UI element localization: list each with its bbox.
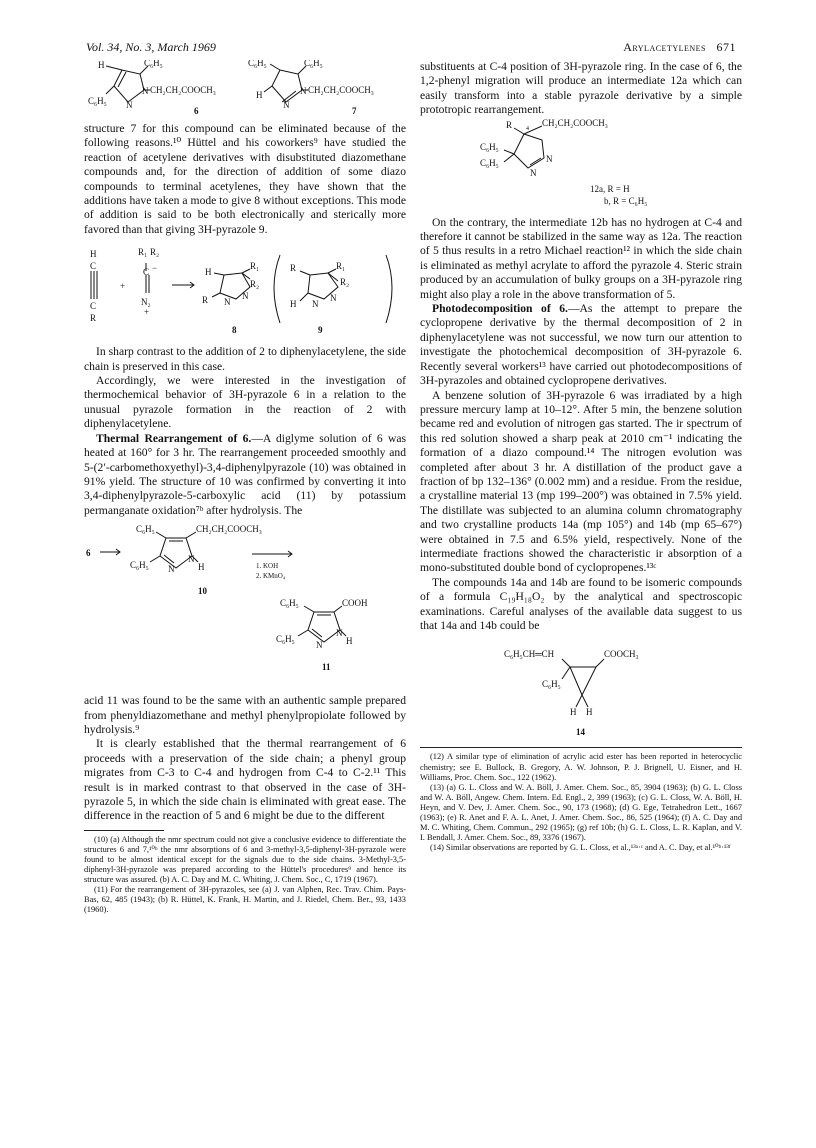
acetylene-c1: C [90,261,97,272]
page-number: 671 [716,40,736,54]
s6-n1: N [142,86,149,96]
s11-cooh: COOH [342,598,368,609]
section-heading-thermal: Thermal Rearrangement of 6. [96,431,252,445]
right-paragraph-3-text: —As the attempt to prepare the cyclopropene derivative by the thermal decomposition of 2 in diphenylacetylene was not successful, we now turn our attention to investigate the photochemical decomposition of 3H-pyrazole 6. Recently several workers¹³ have carried out photodecompositions of 3H-pyrazoles and obtained cyclopropene derivatives. [420,302,742,388]
s14-label: 14 [576,727,585,738]
s9-n1: N [330,293,337,304]
s7-h: H [256,90,263,100]
running-header [86,40,736,58]
s10-chain: CH₂CH₂COOCH₃ [196,524,262,535]
s11-ph-top: C₆H₅ [280,598,299,609]
s12-label-a: 12a, R = H [590,183,630,194]
right-paragraph-4: A benzene solution of 3H-pyrazole 6 was irradiated by a high pressure mercury lamp at 10–12°. After 5 min, the benzene solution became red and evolution of nitrogen gas started. The ir spectrum of this red solution showed a sharp peak at 2010 cm⁻¹ indicating the formation of a diazo compound.¹⁴ The nitrogen evolution was completed after about 3 hr. A distillation of the product gave a fraction of bp 132–136° (0.002 mm) and a residue. From the residue, a crystalline material 13 (mp 199–200°) was obtained in 7.5% yield. The distillate was subjected to an alumina column chromatography and two crystalline products 14a (mp 105°) and 14b (mp 65–67°) were obtained in 7.5 and 6.5% yield, respectively. None of the intermediate fractions showed the characteristic ir absorption of a mono-substituted double bond of cyclopropenes.¹³ᶜ [420,388,742,575]
s7-ph-right: C₆H₅ [304,60,323,68]
acetylene-c2: C [90,301,97,312]
s11-ph-bottom: C₆H₅ [276,634,295,645]
s10-label: 10 [198,586,207,597]
s8-r2: R₂ [250,279,260,290]
right-paragraph-1: substituents at C-4 position of 3H-pyrazole ring. In the case of 6, the 1,2-phenyl migration will produce an intermediate 12a which can easily transform into a stable pyrazole derivative by a simple prototropic rearrangement. [420,60,742,117]
s8-r: R [202,295,209,306]
right-paragraph-3 [420,302,742,388]
s12-chain: CH₂CH₂COOCH₃ [542,117,608,128]
s10-h: H [198,562,205,573]
left-paragraph-2: In sharp contrast to the addition of 2 to diphenylacetylene, the side chain is preserved in this case. [84,345,406,373]
s12-n2: N [530,167,537,178]
s14-ph: C₆H₅ [542,679,561,690]
step-kmno4: 2. KMnO₄ [256,572,286,581]
s7-label: 7 [352,106,357,116]
diazo-c: C [143,267,150,278]
journal-issue: Vol. 34, No. 3, March 1969 [86,40,216,54]
s6-ph-bottom: C₆H₅ [88,96,107,106]
footnote-14: (14) Similar observations are reported by G. L. Closs, et al.,¹³ᵃ·ᶜ and A. C. Day, et al.¹⁰ᵇ·¹³ᶠ [430,843,731,853]
structure-12 [420,118,742,210]
s12-n1: N [546,153,553,164]
s8-h: H [205,267,212,278]
left-paragraph-6: It is clearly established that the thermal rearrangement of 6 proceeds with a preservation of the side chain; a phenyl group migrates from C-3 to C-4 and hydrogen from C-4 to C-2.¹¹ This result is in marked contrast to that observed in the case of 3H-pyrazole 5, in which the side chain is eliminated with great ease. The difference in the reaction of 5 and 6 might be due to the different [84,737,406,823]
s11-label: 11 [322,662,331,673]
s7-n1: N [300,86,307,96]
s12-ph1: C₆H₅ [480,141,499,152]
left-column [84,60,406,1120]
s10-ph-bottom: C₆H₅ [130,560,149,571]
s6-label: 6 [194,106,199,116]
plus-sign: + [120,281,126,292]
s12-r: R [506,119,513,130]
s8-r1: R₁ [250,261,260,272]
s12-label-b: b, R = C₆H₅ [604,195,648,206]
s11-h: H [346,636,353,647]
footnote-12: (12) A similar type of elimination of acrylic acid ester has been reported in heterocyclic chemistry; see E. Bullock, B. Gregory, A. W. Johnson, P. J. Brignell, U. Eisner, and H. Williams, Proc. Chem. Soc., 122 (1962). [420,752,742,782]
s14-h2: H [586,707,593,718]
s6-ph-top: C₆H₅ [144,60,163,68]
s9-n2: N [312,299,319,310]
footnote-11: (11) For the rearrangement of 3H-pyrazoles, see (a) J. van Alphen, Rec. Trav. Chim. Pays-Bas, 62, 485 (1943); (b) R. Hüttel, K. Frank, H. Martin, and J. Riedel, Chem. Ber., 93, 1433 (1960). [84,885,406,915]
diazo-n2: N₂ [141,297,151,308]
footnote-10: (10) (a) Although the nmr spectrum could not give a conclusive evidence to differentiate the structures 6 and 7,¹⁰ᵇ the nmr absorptions of 6 and 3-methyl-3,5-diphenyl-3H-pyrazole were found to be almost identical except for the signals due to the side chains. 3-Methyl-3,5-diphenyl-3H-pyrazole was prepared according to the Hüttel's procedures⁹ and hence its structure was assured. (b) A. C. Day and M. C. Whiting, J. Chem. Soc., C, 1719 (1967). [84,834,406,885]
s12-ph2: C₆H₅ [480,157,499,168]
s6-h: H [98,60,105,70]
acetylene-r: R [90,313,97,324]
s9-label: 9 [318,325,323,336]
s9-r: R [290,263,297,274]
start-6: 6 [86,548,91,559]
s7-chain: CH₂CH₂COOCH₃ [308,85,374,95]
s9-r2: R₂ [340,277,350,288]
diazo-r1: R₁ [138,247,148,258]
s12-four: 4 [526,125,529,132]
footnote-rule-right [420,747,742,748]
diazo-plus: + [144,307,150,318]
right-paragraph-2: On the contrary, the intermediate 12b has no hydrogen at C-4 and therefore it cannot be stabilized in the same way as 12a. The reaction of 5 thus results in a retro Michael reaction¹² in which the side chain is eliminated as methyl acrylate to afford the pyrazole 4. Steric strain produced by an accumulation of bulky groups on a 3H-pyrazole ring might also play a role in the above transformation of 5. [420,215,742,301]
scheme-10-11 [84,524,406,694]
s9-r1: R₁ [336,261,346,272]
running-title: Arylacetylenes [623,40,706,54]
diazo-r2: R₂ [150,247,160,258]
footnote-rule-left [84,830,164,831]
addition-scheme-8-9 [84,241,406,341]
left-paragraph-3: Accordingly, we were interested in the investigation of thermochemical behavior of 3H-pyrazole 6 in a relation to the unusual pyrazole formation in the reaction of 2 with diphenylacetylene. [84,374,406,431]
s10-n2: N [188,554,195,565]
structure-14 [420,645,742,741]
right-column [420,60,742,1120]
s11-n2: N [336,628,343,639]
structures-6-7 [84,60,406,116]
footnote-13: (13) (a) G. L. Closs and W. A. Böll, J. Amer. Chem. Soc., 85, 3904 (1963); (b) G. L. Closs and W. A. Böll, Angew. Chem. Intern. Ed. Engl., 2, 399 (1963); (c) G. L. Closs, W. A. Böll, H. Heyn, and V. Dev, J. Amer. Chem. Soc., 90, 173 (1968); (d) G. Ege, Tetrahedron Lett., 1667 (1963); (e) R. Anet and F. A. L. Anet, J. Amer. Chem. Soc., 86, 525 (1964); (f) A. C. Day and M. C. Whiting, Chem. Commun., 292 (1965); (g) ref 10b; (h) G. L. Closs, L. R. Kaplan, and V. I. Bendall, J. Amer. Chem. Soc., 89, 3376 (1967). [420,782,742,843]
s14-right: COOCH₃ [604,649,639,660]
s9-h: H [290,299,297,310]
s6-chain: CH₂CH₂COOCH₃ [150,85,216,95]
s14-left: C₆H₅CH═CH [504,649,555,660]
step-koh: 1. KOH [256,562,279,571]
page-title-number [623,40,736,55]
s7-n2: N [283,100,290,110]
s11-n1: N [316,640,323,651]
acetylene-h: H [90,249,97,260]
s8-n2: N [224,297,231,308]
s8-label: 8 [232,325,237,336]
left-paragraph-1: structure 7 for this compound can be eliminated because of the following reasons.¹⁰ Hüttel and his coworkers⁹ have studied the reaction of acetylene derivatives with disubstituted diazomethane compounds and, for the direction of addition of some diazo compounds to terminal acetylenes, they have shown that the additions have taken a mode to give 8 without exceptions. This mode of addition is said to be both electronically and sterically more favored than that giving 3H-pyrazole 9. [84,122,406,236]
left-paragraph-4-text: —A diglyme solution of 6 was heated at 160° for 3 hr. The rearrangement proceeded smoothly and 5-(2′-carbomethoxyethyl)-3,4-diphenylpyrazole (10) was obtained in 91% yield. The structure of 10 was confirmed by converting it into 3,4-diphenylpyrazole-5-carboxylic acid (11) by potassium permanganate oxidation⁷ᵇ after hydrolysis. The [84,431,406,517]
left-paragraph-5: acid 11 was found to be the same with an authentic sample prepared from phenyldiazomethane and methyl phenylpropiolate followed by hydrolysis.⁹ [84,694,406,736]
s7-ph-left: C₆H₅ [248,60,267,68]
section-heading-photo: Photodecomposition of 6. [432,302,568,316]
s10-n1: N [168,564,175,575]
left-paragraph-4 [84,432,406,518]
s14-h1: H [570,707,577,718]
right-paragraph-5: The compounds 14a and 14b are found to be isomeric compounds of a formula C₁₉H₁₈O₂ by the analytical and spectroscopic examinations. Careful analyses of the available data suggest to us that 14a and 14b could be [420,575,742,632]
s10-ph-top: C₆H₅ [136,524,155,535]
diazo-minus: − [152,263,158,274]
s6-n2: N [126,100,133,110]
s8-n1: N [242,291,249,302]
